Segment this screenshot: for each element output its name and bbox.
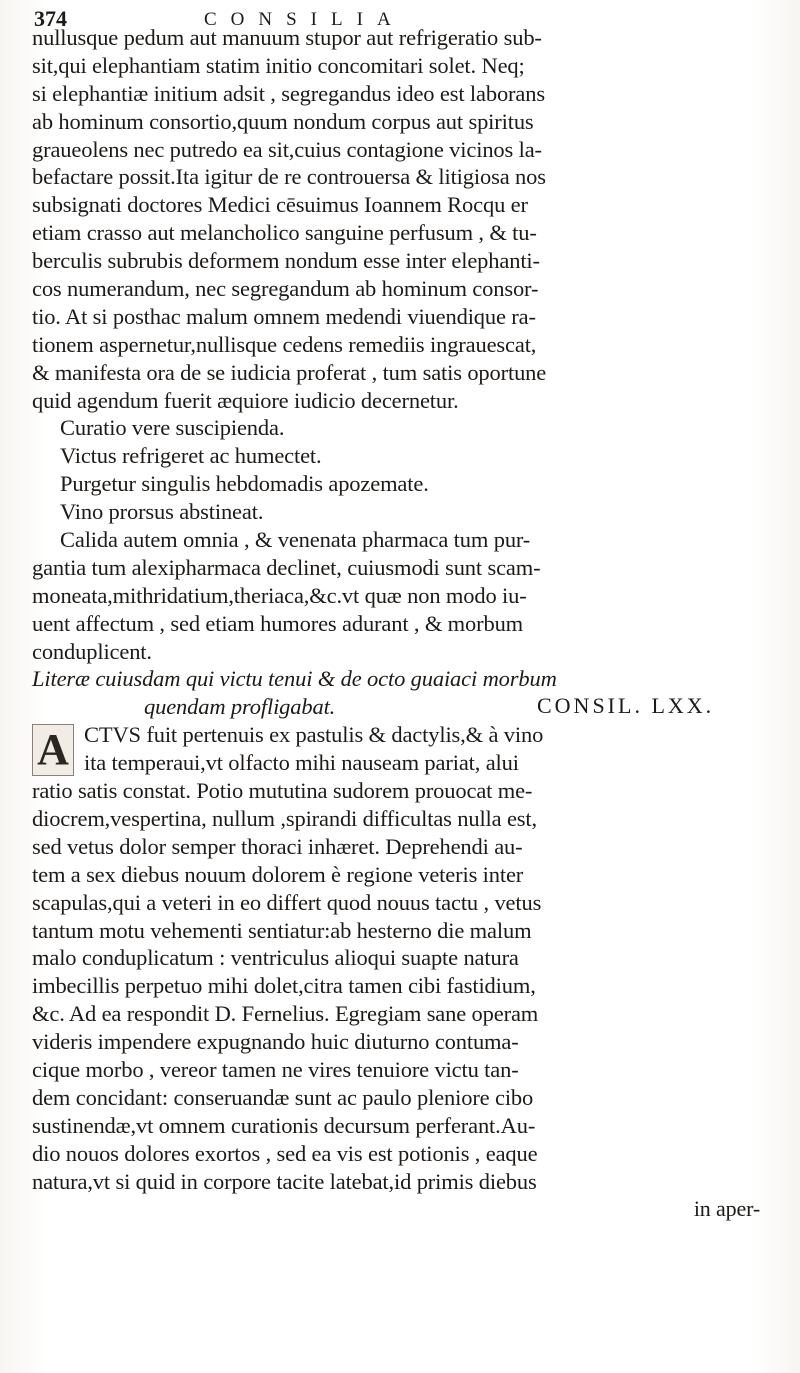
text-line: Vino prorsus abstineat. — [60, 499, 264, 525]
text-line: Victus refrigeret ac humectet. — [60, 443, 322, 469]
page-number: 374 — [34, 6, 67, 31]
catchword: in aper- — [693, 1196, 760, 1222]
text-line: ab hominum consortio,quum nondum corpus aut spiritus — [32, 108, 534, 134]
text-line: tem a sex diebus nouum dolorem è regione veteris inter — [32, 861, 524, 887]
consilium-number: CONSIL. LXX. — [537, 693, 715, 719]
text-line: si elephantiæ initium adsit , segregandus ideo est laborans — [32, 80, 545, 106]
text-line: dio nouos dolores exortos , sed ea vis est potionis , eaque — [32, 1140, 538, 1166]
text-line: cos numerandum, nec segregandum ab hominum consor- — [32, 276, 539, 302]
text-line: &c. Ad ea respondit D. Fernelius. Egregiam sane operam — [32, 1001, 539, 1027]
text-line: subsignati doctores Medici cēsuimus Ioannem Rocqu er — [32, 192, 528, 218]
text-line: sed vetus dolor semper thoraci inhæret. Deprehendi au- — [32, 833, 523, 859]
text-line: tantum motu vehementi sentiatur:ab hesterno die malum — [32, 917, 532, 943]
text-line: ita temperaui,vt olfacto mihi nauseam pariat, alui — [84, 750, 519, 776]
text-line: Calida autem omnia , & venenata pharmaca tum pur- — [60, 527, 531, 553]
drop-cap-initial: A — [32, 724, 74, 776]
text-line: imbecillis perpetuo mihi dolet,citra tamen cibi fastidium, — [32, 973, 536, 999]
section-heading: Curatio vere suscipienda. — [60, 415, 285, 441]
letter-heading: Literæ cuiusdam qui victu tenui & de octo guaiaci morbum — [32, 666, 557, 692]
text-line: moneata,mithridatium,theriaca,&c.vt quæ non modo iu- — [32, 582, 527, 608]
text-line: malo conduplicatum : ventriculus alioqui suapte natura — [32, 945, 519, 971]
text-line: CTVS fuit pertenuis ex pastulis & dactylis,& à vino — [84, 722, 544, 748]
text-line: videris impendere expugnando huic diuturno contuma- — [32, 1029, 519, 1055]
text-line: gantia tum alexipharmaca declinet, cuiusmodi sunt scam- — [32, 554, 541, 580]
text-line: tio. At si posthac malum omnem medendi viuendique ra- — [32, 303, 536, 329]
text-line: diocrem,vespertina, nullum ,spirandi difficultas nulla est, — [32, 805, 537, 831]
text-line: Purgetur singulis hebdomadis apozemate. — [60, 471, 429, 497]
text-line: uent affectum , sed etiam humores adurant , & morbum — [32, 610, 524, 636]
running-title: CONSILIA — [204, 9, 405, 30]
text-line: tionem aspernetur,nullisque cedens remediis ingrauescat, — [32, 331, 537, 357]
text-line: scapulas,qui a veteri in eo differt quod nouus tactu , vetus — [32, 889, 542, 915]
text-line: quid agendum fuerit æquiore iudicio decernetur. — [32, 387, 459, 413]
text-line: ratio satis constat. Potio mututina sudorem prouocat me- — [32, 778, 533, 804]
text-line: befactare possit.Ita igitur de re controuersa & litigiosa nos — [32, 164, 546, 190]
text-line: conduplicent. — [32, 638, 152, 664]
text-line: nullusque pedum aut manuum stupor aut refrigeratio sub- — [32, 25, 542, 50]
text-line: etiam crasso aut melancholico sanguine perfusum , & tu- — [32, 220, 537, 246]
text-line: & manifesta ora de se iudicia proferat , tum satis oportune — [32, 359, 547, 385]
drop-cap-block — [32, 721, 780, 777]
text-line: sustinendæ,vt omnem curationis decursum perferant.Au- — [32, 1112, 536, 1138]
letter-heading: quendam profligabat. — [144, 694, 336, 720]
text-line: natura,vt si quid in corpore tacite latebat,id primis diebus — [32, 1168, 537, 1194]
text-line: dem concidant: conseruandæ sunt ac paulo pleniore cibo — [32, 1084, 534, 1110]
text-line: cique morbo , vereor tamen ne vires tenuiore victu tan- — [32, 1056, 519, 1082]
catchword-row — [32, 1195, 780, 1223]
text-line: berculis subrubis deformem nondum esse inter elephanti- — [32, 248, 540, 274]
text-line: sit,qui elephantiam statim initio concomitari solet. Neq; — [32, 52, 525, 78]
text-line: graueolens nec putredo ea sit,cuius contagione vicinos la- — [32, 136, 542, 162]
body-text — [32, 24, 780, 1223]
